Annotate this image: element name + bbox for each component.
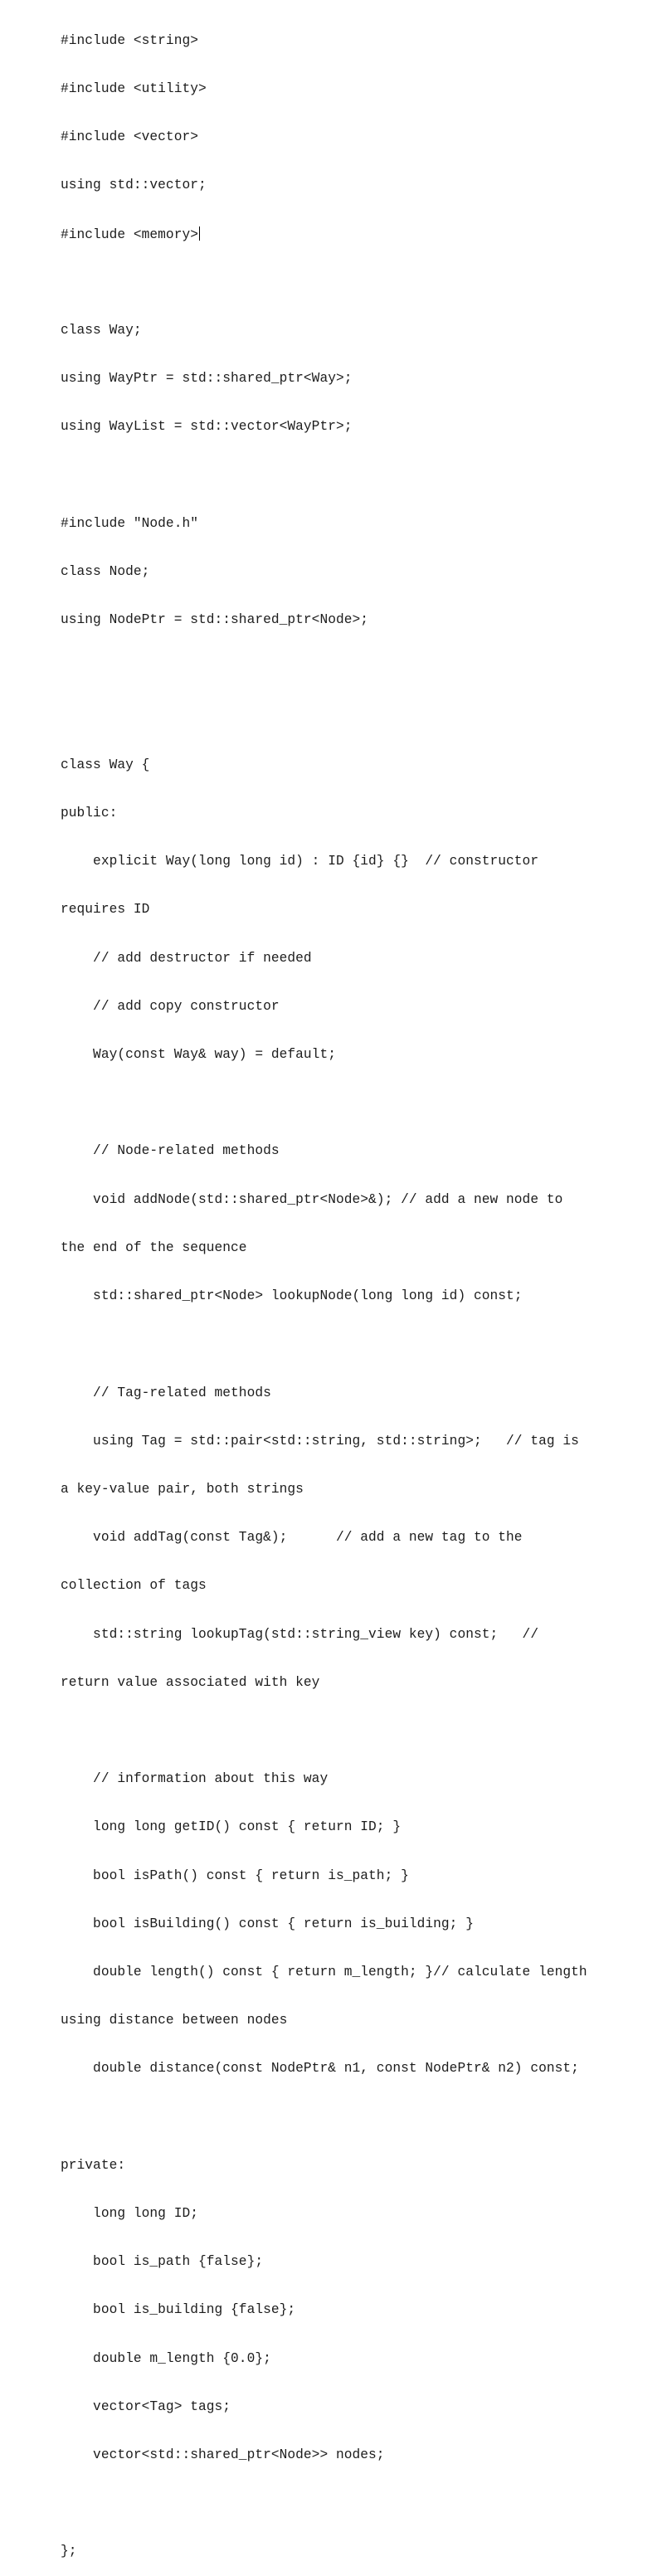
code-text: bool is_path {false}; bbox=[61, 2254, 264, 2270]
code-text: using Tag = std::pair<std::string, std::string>; // tag is bbox=[61, 1433, 579, 1449]
code-text: #include "Node.h" bbox=[61, 515, 198, 531]
code-line bbox=[61, 951, 658, 967]
code-text: vector<Tag> tags; bbox=[61, 2398, 231, 2414]
code-text: #include <vector> bbox=[61, 129, 198, 145]
code-line bbox=[61, 1095, 658, 1111]
code-text: using NodePtr = std::shared_ptr<Node>; bbox=[61, 612, 369, 628]
code-text: bool isPath() const { return is_path; } bbox=[61, 1867, 409, 1883]
code-line bbox=[61, 1771, 658, 1787]
code-line[interactable] bbox=[61, 226, 658, 242]
code-text: collection of tags bbox=[61, 1578, 207, 1594]
code-text: return value associated with key bbox=[61, 1674, 320, 1690]
code-line bbox=[61, 1965, 658, 1980]
code-line bbox=[61, 419, 658, 435]
code-line bbox=[61, 468, 658, 484]
code-line bbox=[61, 1192, 658, 1208]
code-line bbox=[61, 33, 658, 49]
code-line bbox=[61, 2013, 658, 2028]
code-line bbox=[61, 709, 658, 725]
code-line bbox=[61, 371, 658, 387]
code-line bbox=[61, 1868, 658, 1884]
code-line bbox=[61, 1819, 658, 1835]
code-text: a key-value pair, both strings bbox=[61, 1481, 304, 1497]
code-line bbox=[61, 2447, 658, 2463]
code-line bbox=[61, 806, 658, 821]
code-text: requires ID bbox=[61, 902, 150, 918]
code-text: std::shared_ptr<Node> lookupNode(long long id) const; bbox=[61, 1288, 523, 1304]
code-line bbox=[61, 1143, 658, 1159]
code-line bbox=[61, 2158, 658, 2174]
code-line bbox=[61, 516, 658, 532]
code-line bbox=[61, 1047, 658, 1063]
code-text: public: bbox=[61, 806, 118, 821]
code-line bbox=[61, 612, 658, 628]
code-line bbox=[61, 178, 658, 193]
code-text: }; bbox=[61, 2544, 77, 2559]
code-line bbox=[61, 1337, 658, 1352]
code-line bbox=[61, 1627, 658, 1643]
code-line bbox=[61, 2254, 658, 2270]
code-text: class Node; bbox=[61, 564, 150, 580]
code-line bbox=[61, 81, 658, 97]
code-text: bool is_building {false}; bbox=[61, 2302, 296, 2318]
code-text: void addNode(std::shared_ptr<Node>&); // add a new node to bbox=[61, 1191, 563, 1207]
code-text: double length() const { return m_length; }// calculate length bbox=[61, 1964, 587, 1979]
code-line bbox=[61, 1916, 658, 1932]
code-text: std::string lookupTag(std::string_view key) const; // bbox=[61, 1626, 539, 1642]
code-text: using distance between nodes bbox=[61, 2013, 288, 2028]
code-text: vector<std::shared_ptr<Node>> nodes; bbox=[61, 2447, 385, 2462]
code-line bbox=[61, 1578, 658, 1594]
code-line bbox=[61, 999, 658, 1015]
code-text: long long getID() const { return ID; } bbox=[61, 1819, 402, 1835]
code-line bbox=[61, 564, 658, 580]
code-line bbox=[61, 2110, 658, 2126]
code-line bbox=[61, 275, 658, 290]
code-text: // Tag-related methods bbox=[61, 1385, 271, 1400]
code-line bbox=[61, 1240, 658, 1256]
code-text: class Way { bbox=[61, 757, 150, 772]
code-text: using WayPtr = std::shared_ptr<Way>; bbox=[61, 371, 353, 387]
code-line bbox=[61, 1530, 658, 1546]
code-line bbox=[61, 1288, 658, 1304]
code-text: private: bbox=[61, 2157, 126, 2173]
code-line bbox=[61, 2496, 658, 2511]
code-text: double m_length {0.0}; bbox=[61, 2350, 271, 2366]
code-text: // add copy constructor bbox=[61, 998, 280, 1014]
code-line bbox=[61, 854, 658, 869]
code-line bbox=[61, 1434, 658, 1449]
code-text: Way(const Way& way) = default; bbox=[61, 1047, 336, 1063]
code-text: long long ID; bbox=[61, 2205, 198, 2221]
code-line bbox=[61, 323, 658, 338]
code-line bbox=[61, 1385, 658, 1401]
code-text: class Way; bbox=[61, 323, 142, 338]
code-text: // add destructor if needed bbox=[61, 950, 312, 966]
code-text: void addTag(const Tag&); // add a new tag to the bbox=[61, 1530, 523, 1546]
code-line bbox=[61, 2351, 658, 2367]
code-line bbox=[61, 1482, 658, 1497]
code-line bbox=[61, 1723, 658, 1739]
code-line bbox=[61, 660, 658, 676]
code-line bbox=[61, 1675, 658, 1691]
text-cursor bbox=[199, 226, 200, 241]
code-text: #include <memory> bbox=[61, 226, 198, 242]
code-line bbox=[61, 757, 658, 773]
code-text: // information about this way bbox=[61, 1771, 329, 1787]
code-line bbox=[61, 902, 658, 918]
code-line bbox=[61, 2399, 658, 2415]
code-text: using WayList = std::vector<WayPtr>; bbox=[61, 419, 353, 435]
code-text: bool isBuilding() const { return is_building; } bbox=[61, 1916, 474, 1931]
code-line bbox=[61, 129, 658, 145]
code-text: using std::vector; bbox=[61, 178, 207, 193]
code-text: the end of the sequence bbox=[61, 1239, 247, 1255]
code-line bbox=[61, 2544, 658, 2559]
code-text: #include <utility> bbox=[61, 81, 207, 97]
code-text: #include <string> bbox=[61, 32, 198, 48]
code-text: double distance(const NodePtr& n1, const NodePtr& n2) const; bbox=[61, 2061, 579, 2077]
code-text: // Node-related methods bbox=[61, 1143, 280, 1159]
code-document bbox=[61, 1, 658, 2576]
code-text: explicit Way(long long id) : ID {id} {} // constructor bbox=[61, 854, 539, 869]
code-line bbox=[61, 2061, 658, 2077]
code-line bbox=[61, 2206, 658, 2222]
code-line bbox=[61, 2302, 658, 2318]
